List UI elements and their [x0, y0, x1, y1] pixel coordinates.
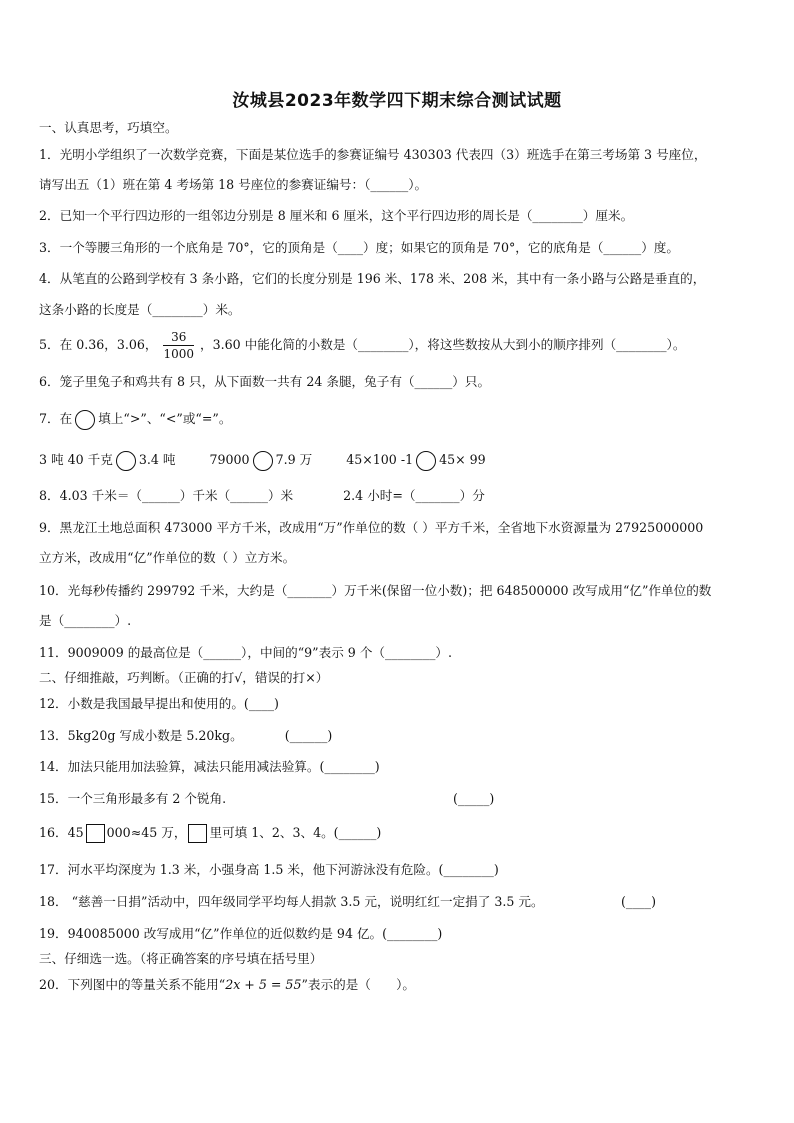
exercise-1-left: 3 吨 40 千克: [39, 452, 113, 467]
question-13-answer: (______): [284, 728, 333, 743]
exercise-3-left: 45×100 -1: [346, 452, 414, 467]
exercise-3-right: 45× 99: [439, 452, 486, 467]
fraction: [163, 329, 194, 362]
question-7-exercises: [39, 449, 764, 471]
question-20-prefix: 20．下列图中的等量关系不能用“: [39, 977, 226, 992]
question-18: [39, 894, 764, 910]
question-9-line-1: 9．黑龙江土地总面积 473000 平方千米，改成用“万”作单位的数（ ）平方千米，全省地下水资源量为 27925000000: [39, 520, 704, 535]
question-13-text: 13．5kg20g 写成小数是 5.20kg。: [39, 728, 243, 743]
question-10-line-2: 是（________）.: [39, 613, 132, 628]
question-18-text: 18． “慈善一日捐”活动中，四年级同学平均每人捐款 3.5 元，说明红红一定捐了 3.5 元。: [39, 894, 544, 909]
question-20-suffix: ”表示的是（ ）。: [301, 977, 415, 992]
question-17: 17．河水平均深度为 1.3 米，小强身高 1.5 米，他下河游泳没有危险。(________): [39, 862, 499, 877]
question-7-suffix: 填上“>”、“<”或“=”。: [98, 411, 232, 426]
question-18-answer: (____): [621, 894, 657, 909]
answer-circle[interactable]: [253, 451, 273, 471]
section-2-heading: 二、仔细推敲，巧判断。（正确的打√，错误的打×）: [39, 670, 329, 685]
question-16-part-b: 000≈45 万，: [106, 825, 187, 840]
question-16-part-a: 16．45: [39, 825, 84, 840]
exercise-1-right: 3.4 吨: [138, 452, 176, 467]
answer-circle[interactable]: [75, 410, 95, 430]
question-13: [39, 728, 764, 744]
question-15-answer: (_____): [453, 791, 495, 806]
digit-box[interactable]: [86, 824, 105, 843]
question-14: 14．加法只能用加法验算，减法只能用减法验算。(________): [39, 759, 380, 774]
question-4-line-2: 这条小路的长度是（________）米。: [39, 302, 241, 317]
exercise-2-right: 7.9 万: [275, 452, 313, 467]
question-8-part-b: 2.4 小时=（_______）分: [343, 488, 485, 503]
fraction-numerator: 36: [163, 329, 194, 346]
question-20: [39, 977, 764, 993]
question-11: 11．9009009 的最高位是（______），中间的“9”表示 9 个（________）.: [39, 645, 452, 660]
question-5-prefix: 5．在 0.36，3.06，: [39, 337, 158, 352]
question-9-line-2: 立方米，改成用“亿”作单位的数（ ）立方米。: [39, 550, 296, 565]
equation: 2x + 5 = 55: [225, 977, 302, 992]
answer-circle[interactable]: [116, 451, 136, 471]
page-title: 汝城县2023年数学四下期末综合测试试题: [232, 91, 562, 111]
question-3: 3．一个等腰三角形的一个底角是 70°，它的顶角是（____）度；如果它的顶角是 70°，它的底角是（______）度。: [39, 240, 679, 255]
question-6: 6．笼子里兔子和鸡共有 8 只，从下面数一共有 24 条腿，兔子有（______）只。: [39, 374, 491, 389]
question-2: 2．已知一个平行四边形的一组邻边分别是 8 厘米和 6 厘米，这个平行四边形的周长是（________）厘米。: [39, 208, 634, 223]
digit-box[interactable]: [188, 824, 207, 843]
question-1-line-2: 请写出五（1）班在第 4 考场第 18 号座位的参赛证编号：（______）。: [39, 177, 428, 192]
question-19: 19．940085000 改写成用“亿”作单位的近似数约是 94 亿。(________): [39, 926, 443, 941]
answer-circle[interactable]: [416, 451, 436, 471]
section-1-heading: 一、认真思考，巧填空。: [39, 120, 178, 135]
section-3-heading: 三、仔细选一选。（将正确答案的序号填在括号里）: [39, 951, 323, 966]
question-7: [39, 408, 764, 430]
question-5-suffix: ，3.60 中能化简的小数是（________），将这些数按从大到小的顺序排列（________）。: [200, 337, 686, 352]
question-12: 12．小数是我国最早提出和使用的。(____): [39, 696, 279, 711]
fraction-denominator: 1000: [163, 347, 195, 361]
question-15-text: 15．一个三角形最多有 2 个锐角.: [39, 791, 227, 806]
question-10-line-1: 10．光每秒传播约 299792 千米，大约是（_______）万千米(保留一位小数)；把 648500000 改写成用“亿”作单位的数: [39, 583, 712, 598]
question-15: [39, 791, 764, 807]
question-8: [39, 488, 764, 504]
question-4-line-1: 4．从笔直的公路到学校有 3 条小路，它们的长度分别是 196 米、178 米、208 米，其中有一条小路与公路是垂直的，: [39, 271, 706, 286]
question-1-line-1: 1．光明小学组织了一次数学竞赛，下面是某位选手的参赛证编号 430303 代表四（3）班选手在第三考场第 3 号座位，: [39, 147, 707, 162]
exercise-2-left: 79000: [209, 452, 250, 467]
question-5: [39, 328, 764, 362]
question-7-prefix: 7．在: [39, 411, 73, 426]
question-8-part-a: 8．4.03 千米＝（______）千米（______）米: [39, 488, 294, 503]
question-16-part-c: 里可填 1、2、3、4。(______): [209, 825, 382, 840]
question-16: [39, 822, 764, 844]
